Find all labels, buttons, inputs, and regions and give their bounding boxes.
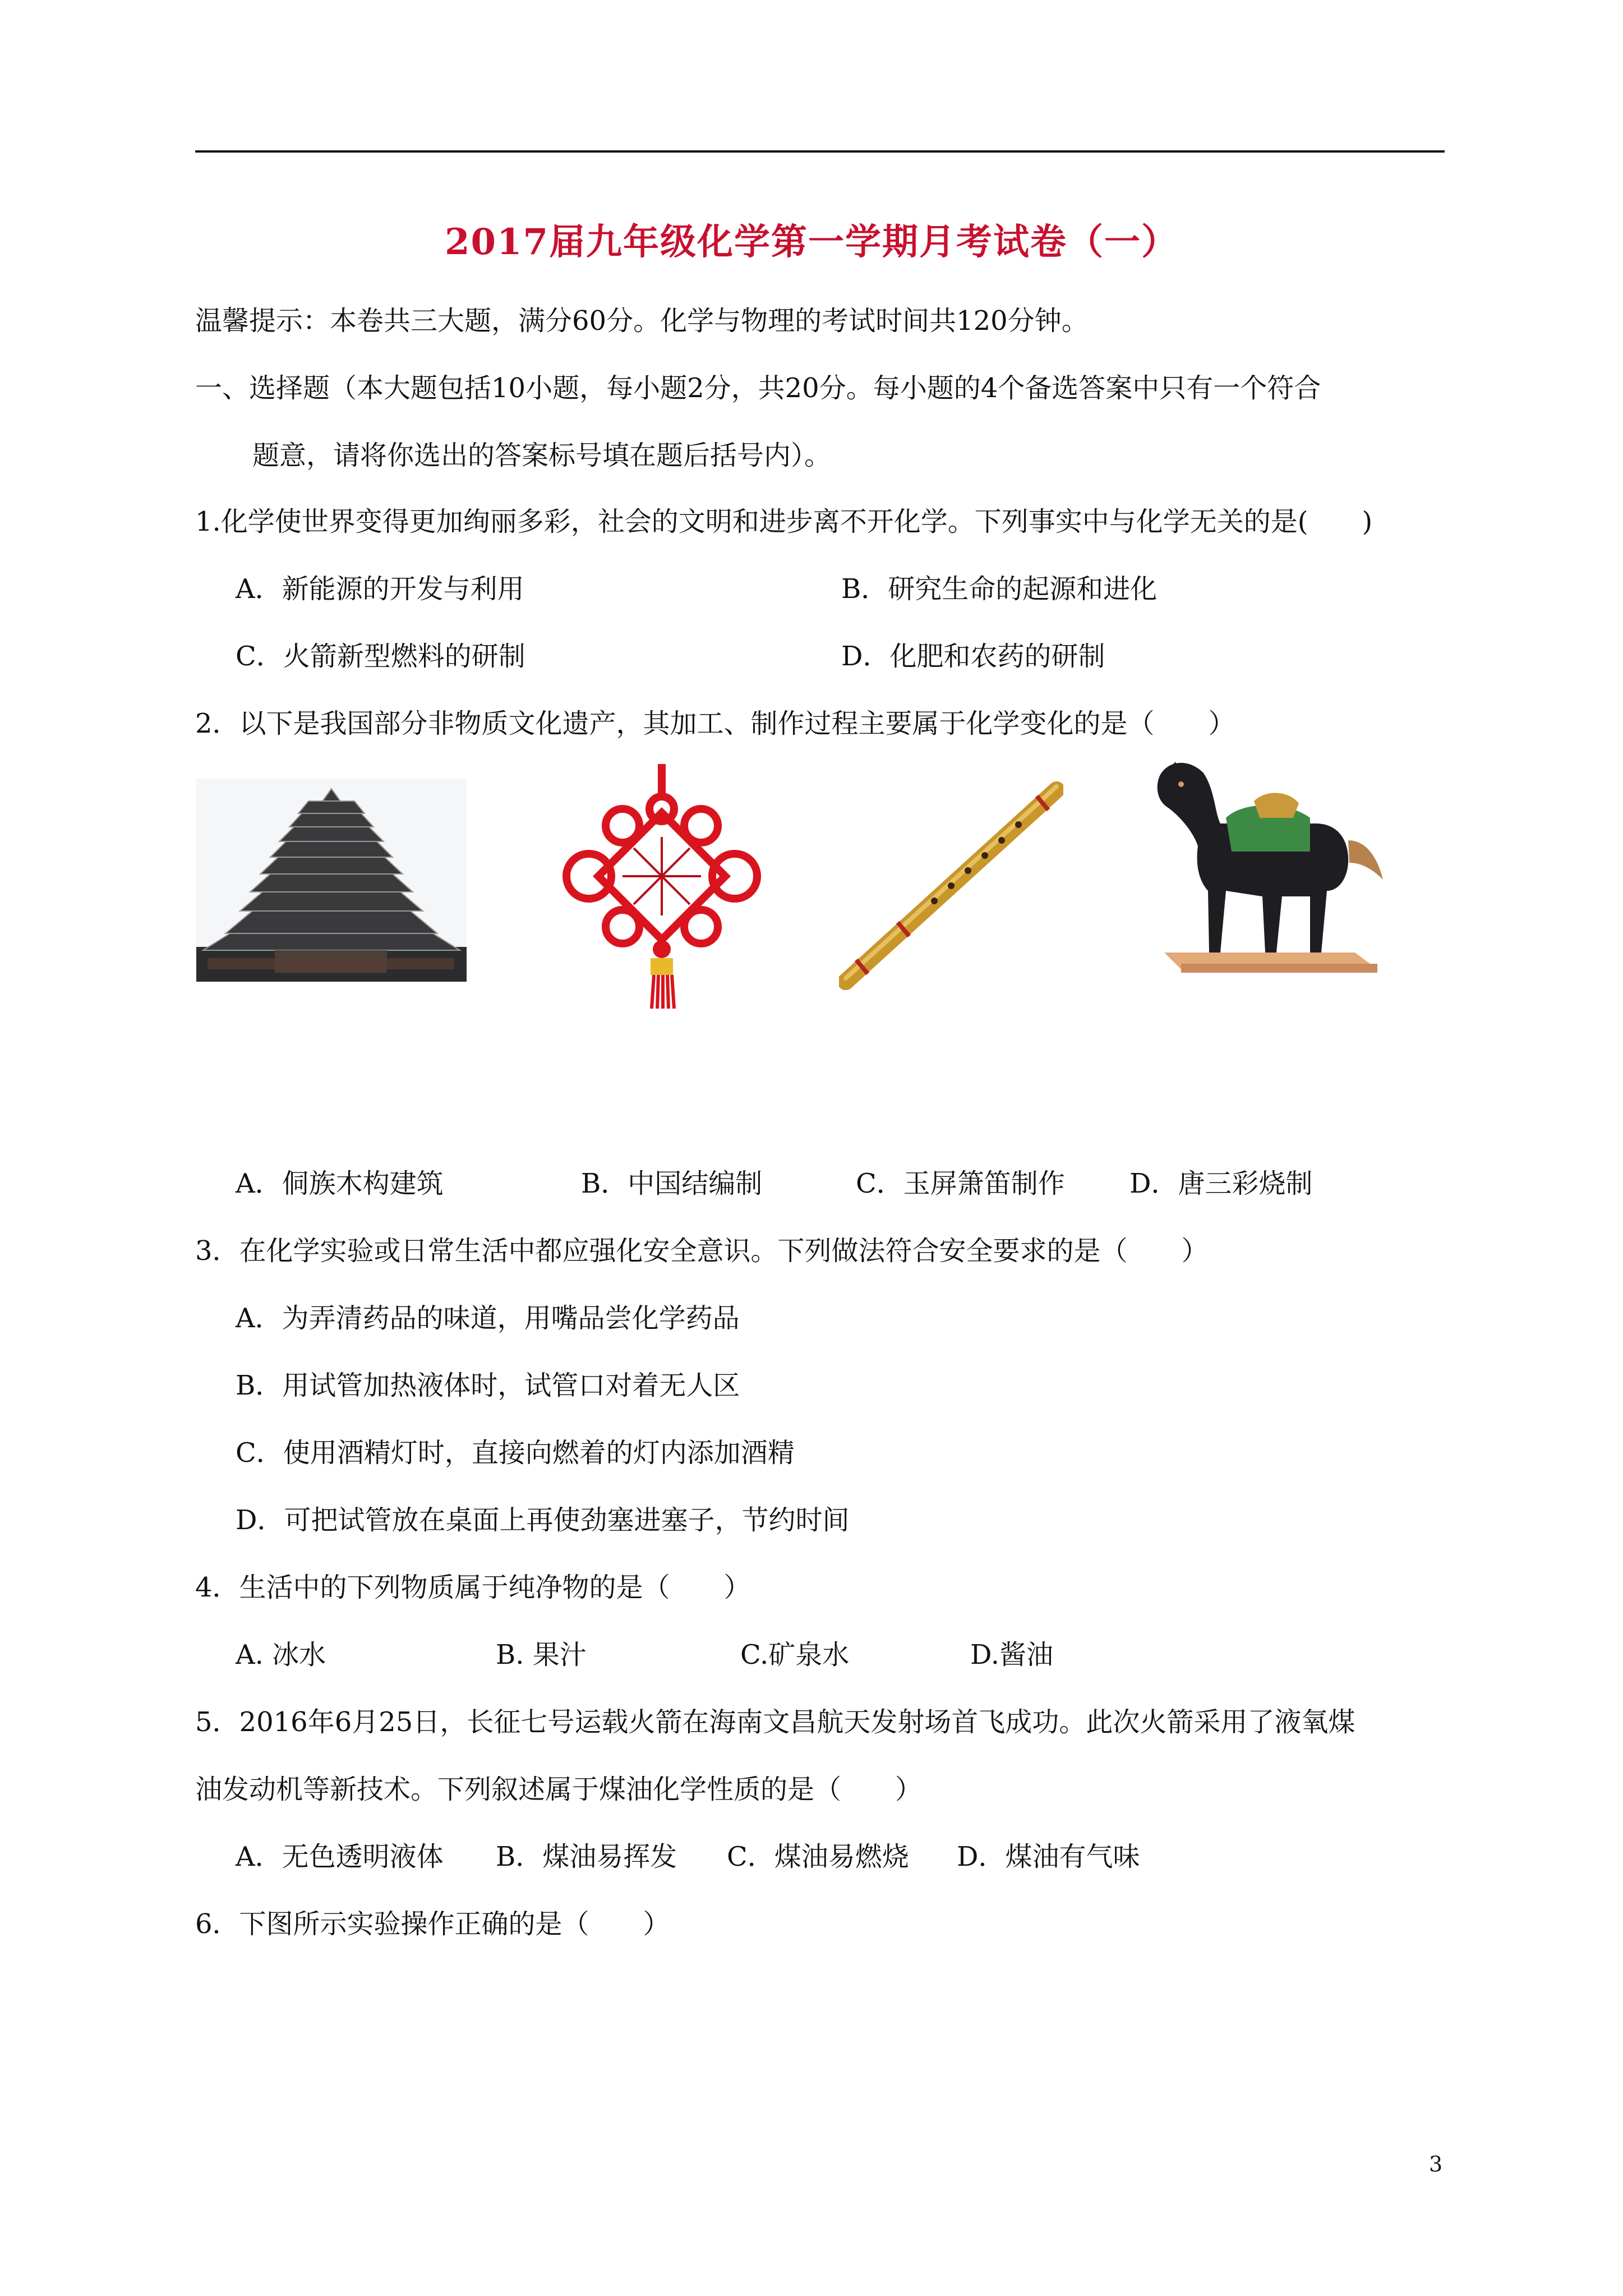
q6-stem: 6．下图所示实验操作正确的是（ ） bbox=[195, 1908, 670, 1940]
pagoda-image bbox=[196, 779, 467, 982]
q3-option-c: C．使用酒精灯时，直接向燃着的灯内添加酒精 bbox=[236, 1437, 795, 1469]
q1-option-d: D．化肥和农药的研制 bbox=[841, 641, 1105, 672]
q2-option-d: D．唐三彩烧制 bbox=[1129, 1168, 1313, 1199]
q5-stem-line1: 5．2016年6月25日，长征七号运载火箭在海南文昌航天发射场首飞成功。此次火箭采用了液氧煤 bbox=[195, 1706, 1355, 1738]
page-title: 2017届九年级化学第一学期月考试卷（一） bbox=[444, 221, 1179, 263]
q4-option-d: D.酱油 bbox=[970, 1639, 1054, 1671]
header-rule bbox=[195, 150, 1445, 153]
tang-horse-image bbox=[1142, 756, 1389, 978]
q3-stem: 3．在化学实验或日常生活中都应强化安全意识。下列做法符合安全要求的是（ ） bbox=[195, 1235, 1209, 1267]
section1-heading-line1: 一、选择题（本大题包括10小题，每小题2分，共20分。每小题的4个备选答案中只有一个符合 bbox=[195, 372, 1321, 404]
q4-option-c: C.矿泉水 bbox=[740, 1639, 850, 1671]
q1-stem: 1.化学使世界变得更加绚丽多彩，社会的文明和进步离不开化学。下列事实中与化学无关的是( ) bbox=[195, 506, 1373, 537]
section1-heading-line2: 题意，请将你选出的答案标号填在题后括号内）。 bbox=[252, 440, 832, 471]
q5-option-a: A．无色透明液体 bbox=[236, 1841, 444, 1872]
q4-stem: 4．生活中的下列物质属于纯净物的是（ ） bbox=[195, 1572, 751, 1603]
flute-image bbox=[839, 779, 1063, 991]
q5-stem-line2: 油发动机等新技术。下列叙述属于煤油化学性质的是（ ） bbox=[195, 1774, 923, 1805]
chinese-knot-image bbox=[544, 764, 780, 1011]
q5-option-d: D．煤油有气味 bbox=[957, 1841, 1140, 1872]
q4-option-a: A. 冰水 bbox=[236, 1639, 326, 1671]
q3-option-d: D．可把试管放在桌面上再使劲塞进塞子，节约时间 bbox=[236, 1504, 850, 1536]
q1-option-a: A．新能源的开发与利用 bbox=[236, 573, 524, 605]
q5-option-c: C．煤油易燃烧 bbox=[727, 1841, 909, 1872]
q4-option-b: B. 果汁 bbox=[496, 1639, 587, 1671]
q2-option-a: A．侗族木构建筑 bbox=[236, 1168, 444, 1199]
q5-option-b: B．煤油易挥发 bbox=[496, 1841, 677, 1872]
q2-stem: 2．以下是我国部分非物质文化遗产，其加工、制作过程主要属于化学变化的是（ ） bbox=[195, 708, 1235, 739]
q1-option-c: C．火箭新型燃料的研制 bbox=[236, 641, 525, 672]
q1-option-b: B．研究生命的起源和进化 bbox=[841, 573, 1158, 605]
q3-option-a: A．为弄清药品的味道，用嘴品尝化学药品 bbox=[236, 1303, 740, 1334]
q2-option-b: B．中国结编制 bbox=[581, 1168, 763, 1199]
tip-text: 温馨提示：本卷共三大题，满分60分。化学与物理的考试时间共120分钟。 bbox=[195, 305, 1089, 337]
q2-option-c: C．玉屏箫笛制作 bbox=[856, 1168, 1065, 1199]
q3-option-b: B．用试管加热液体时，试管口对着无人区 bbox=[236, 1370, 740, 1401]
page-number: 3 bbox=[1429, 2152, 1443, 2177]
